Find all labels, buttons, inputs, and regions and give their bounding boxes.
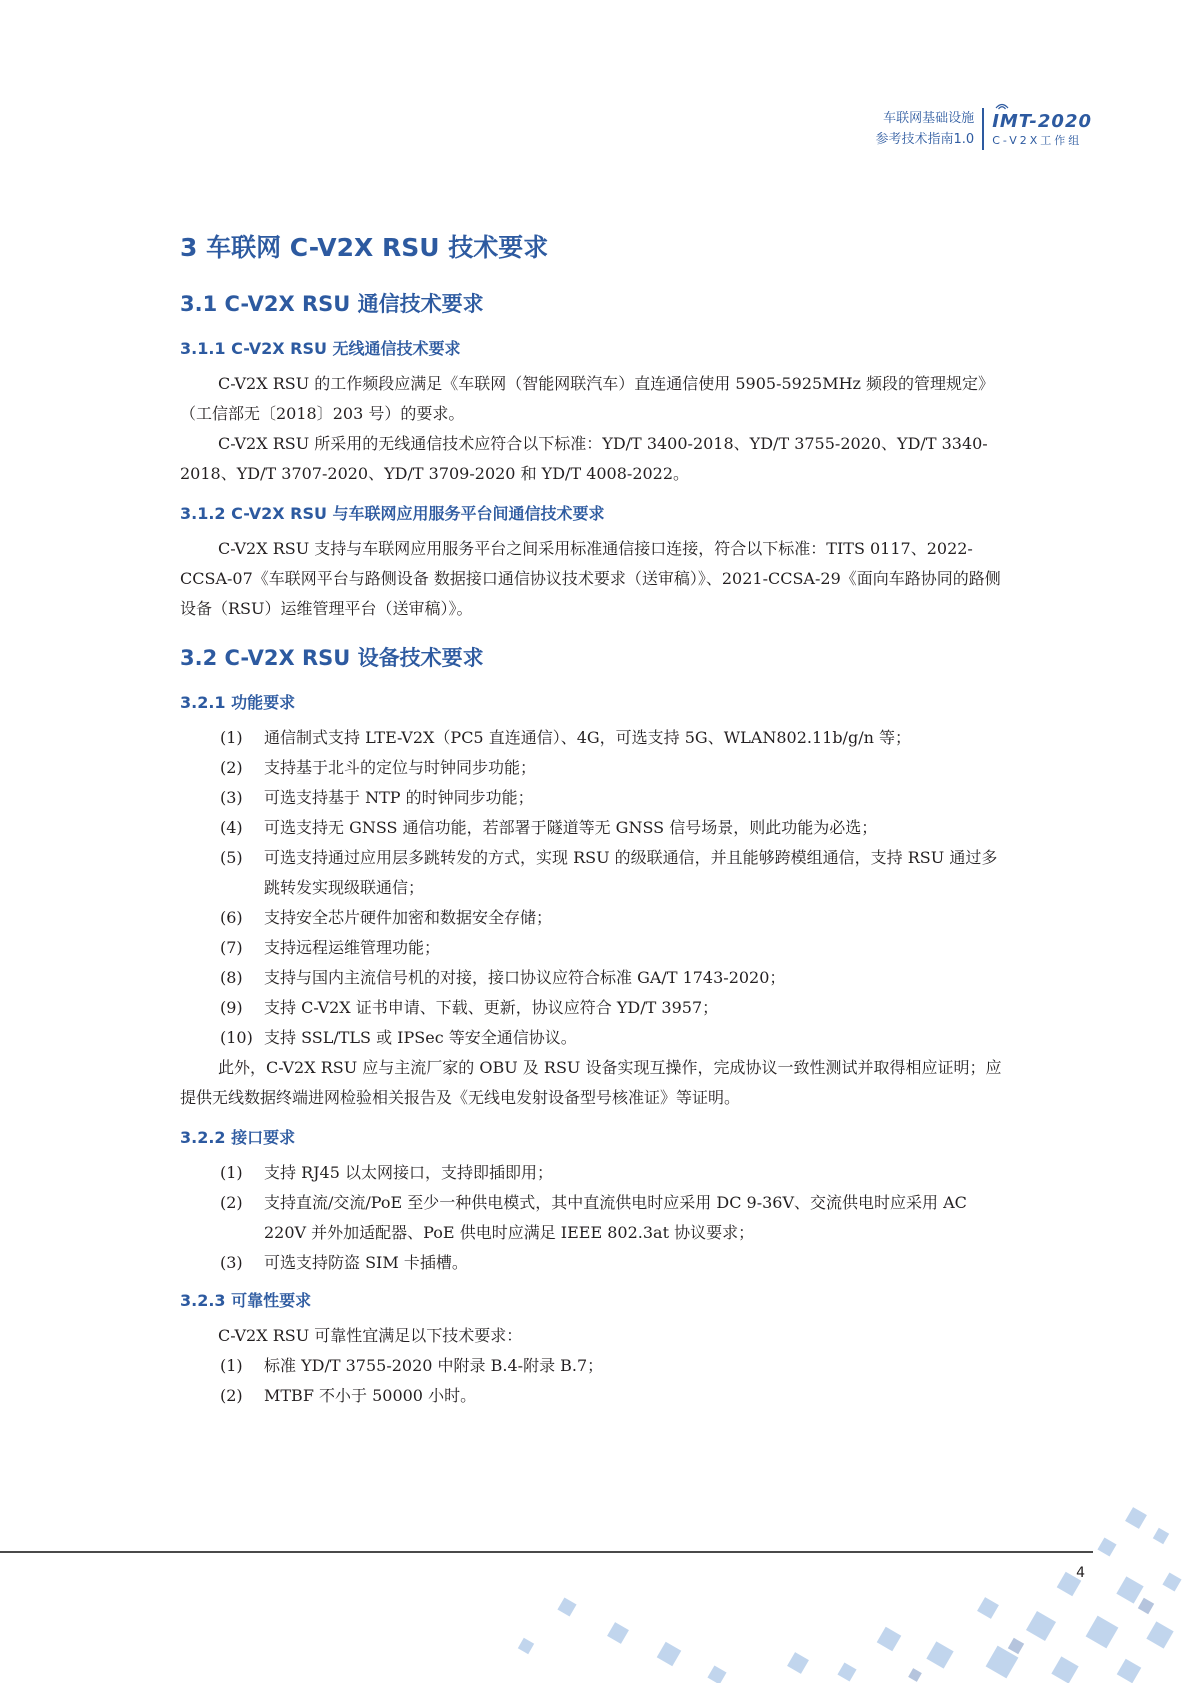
paragraph: 此外，C-V2X RSU 应与主流厂家的 OBU 及 RSU 设备实现互操作，完成协议一致性测试并取得相应证明；应提供无线数据终端进网检验相关报告及《无线电发射设备型号核准证》等证明。: [180, 1058, 1002, 1107]
section-3-1-2-heading: 3.1.2 C-V2X RSU 与车联网应用服务平台间通信技术要求: [180, 504, 605, 523]
list-item-number: (5): [220, 848, 243, 867]
list-item-number: (2): [220, 1193, 243, 1212]
paragraph: C-V2X RSU 的工作频段应满足《车联网（智能网联汽车）直连通信使用 5905-5925MHz 频段的管理规定》（工信部无〔2018〕203 号）的要求。: [180, 374, 995, 423]
list-item-text: 支持 RJ45 以太网接口，支持即插即用；: [264, 1163, 553, 1182]
list-item-text: 可选支持通过应用层多跳转发的方式，实现 RSU 的级联通信，并且能够跨模组通信，支持 RSU 通过多跳转发实现级联通信；: [264, 848, 998, 897]
list-item-text: MTBF 不小于 50000 小时。: [264, 1386, 477, 1405]
list-item-number: (2): [220, 758, 243, 777]
list-item-text: 通信制式支持 LTE-V2X（PC5 直连通信）、4G，可选支持 5G、WLAN802.11b/g/n 等；: [264, 728, 911, 747]
logo-sub-text: C-V2X工作组: [992, 133, 1083, 147]
list-item-number: (3): [220, 1253, 243, 1272]
list-item-text: 支持安全芯片硬件加密和数据安全存储；: [264, 908, 553, 927]
paragraph: C-V2X RSU 所采用的无线通信技术应符合以下标准：YD/T 3400-2018、YD/T 3755-2020、YD/T 3340-2018、YD/T 3707-2020、YD/T 3709-2020 和 YD/T 4008-2022。: [180, 434, 988, 483]
list-item-text: 标准 YD/T 3755-2020 中附录 B.4-附录 B.7；: [264, 1356, 604, 1375]
section-3-2-3-heading: 3.2.3 可靠性要求: [180, 1291, 312, 1310]
paragraph: C-V2X RSU 支持与车联网应用服务平台之间采用标准通信接口连接，符合以下标准：TITS 0117、2022-CCSA-07《车联网平台与路侧设备 数据接口通信协议技术要求（送审稿）》、2021-CCSA-29《面向车路协同的路侧设备（RSU）运维管理平台（送审稿）》。: [180, 539, 1001, 618]
list-item-number: (4): [220, 818, 243, 837]
section-3-2-2-heading: 3.2.2 接口要求: [180, 1128, 296, 1147]
section-3-2-heading: 3.2 C-V2X RSU 设备技术要求: [180, 646, 484, 670]
paragraph: C-V2X RSU 可靠性宜满足以下技术要求：: [218, 1326, 523, 1345]
list-item-number: (7): [220, 938, 243, 957]
header-title-line1: 车联网基础设施: [883, 111, 975, 126]
list-item-text: 支持与国内主流信号机的对接，接口协议应符合标准 GA/T 1743-2020；: [264, 968, 786, 987]
list-item-number: (8): [220, 968, 243, 987]
list-item-number: (1): [220, 1356, 243, 1375]
section-3-1-heading: 3.1 C-V2X RSU 通信技术要求: [180, 292, 484, 316]
list-item-number: (2): [220, 1386, 243, 1405]
section-3-1-1-heading: 3.1.1 C-V2X RSU 无线通信技术要求: [180, 339, 461, 358]
list-item-number: (1): [220, 1163, 243, 1182]
list-item-number: (3): [220, 788, 243, 807]
list-item-text: 支持直流/交流/PoE 至少一种供电模式，其中直流供电时应采用 DC 9-36V、交流供电时应采用 AC 220V 并外加适配器、PoE 供电时应满足 IEEE 802.3at 协议要求；: [264, 1193, 967, 1242]
header-title-line2: 参考技术指南1.0: [875, 132, 975, 147]
section-3-heading: 3 车联网 C-V2X RSU 技术要求: [180, 233, 549, 262]
list-item-number: (1): [220, 728, 243, 747]
list-item-number: (9): [220, 998, 243, 1017]
list-item-number: (6): [220, 908, 243, 927]
list-item-text: 支持基于北斗的定位与时钟同步功能；: [264, 758, 537, 777]
list-item-text: 可选支持防盗 SIM 卡插槽。: [264, 1253, 468, 1272]
list-item-text: 可选支持无 GNSS 通信功能，若部署于隧道等无 GNSS 信号场景，则此功能为必选；: [264, 818, 878, 837]
logo-main-text: IMT-2020: [992, 110, 1092, 132]
list-item-text: 支持 SSL/TLS 或 IPSec 等安全通信协议。: [264, 1028, 577, 1047]
section-3-2-1-heading: 3.2.1 功能要求: [180, 693, 296, 712]
list-item-text: 支持远程运维管理功能；: [264, 938, 441, 957]
list-item-text: 可选支持基于 NTP 的时钟同步功能；: [264, 788, 534, 807]
footer-rule: [0, 1551, 1093, 1553]
page-number: 4: [1076, 1565, 1085, 1581]
list-item-text: 支持 C-V2X 证书申请、下载、更新，协议应符合 YD/T 3957；: [264, 998, 719, 1017]
list-item-number: (10): [220, 1028, 253, 1047]
